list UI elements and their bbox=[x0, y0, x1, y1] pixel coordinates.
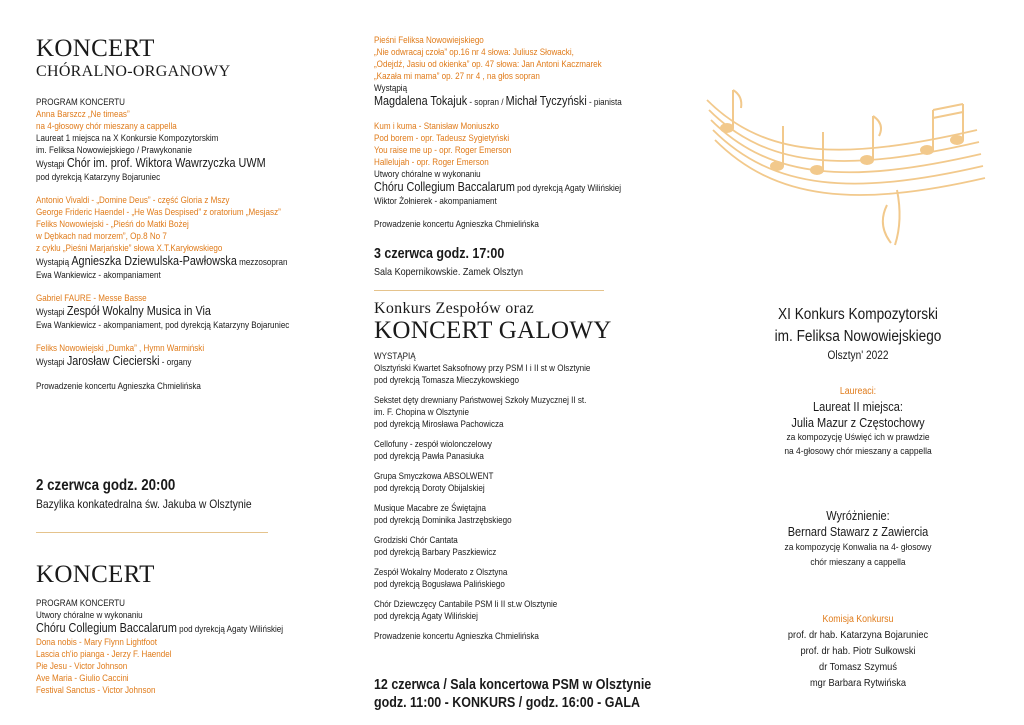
competition-subtitle: im. Feliksa Nowowiejskiego bbox=[774, 328, 942, 345]
piece-title: George Frideric Haendel - „He Was Despised” z oratorium „Mesjasz” bbox=[36, 206, 281, 217]
divider bbox=[374, 290, 604, 291]
performer-line: Magdalena Tokajuk - sopran / Michał Tyczyński - pianista bbox=[374, 94, 622, 108]
laureate-work: na 4-głosowy chór mieszany a cappella bbox=[784, 446, 932, 457]
performer-line: Wystąpi Zespół Wokalny Musica in Via bbox=[36, 304, 211, 318]
program-label: PROGRAM KONCERTU bbox=[36, 96, 125, 107]
piece-title: Anna Barszcz „Ne timeas” bbox=[36, 108, 130, 119]
performer-line: Wystąpi Chór im. prof. Wiktora Wawrzyczka UWM bbox=[36, 156, 266, 170]
piece-title: z cyklu „Pieśni Marjańskie” słowa X.T.Karyłowskiego bbox=[36, 242, 223, 253]
piece-description: na 4-głosowy chór mieszany a cappella bbox=[36, 120, 177, 131]
song-title: Pod borem - opr. Tadeusz Sygietyński bbox=[374, 132, 510, 143]
concert-title: KONCERT bbox=[36, 561, 155, 588]
ensemble-name: im. F. Chopina w Olsztynie bbox=[374, 406, 469, 417]
piece-title: Pieśni Feliksa Nowowiejskiego bbox=[374, 34, 484, 45]
event-venue: Bazylika konkatedralna św. Jakuba w Olsztynie bbox=[36, 497, 252, 511]
ensemble-name: Sekstet dęty drewniany Państwowej Szkoły Muzycznej II st. bbox=[374, 394, 587, 405]
program-intro: Utwory chóralne w wykonaniu bbox=[374, 168, 481, 179]
ensemble-name: Olsztyński Kwartet Saksofnowy przy PSM I i II st w Olsztynie bbox=[374, 362, 591, 373]
laureate-name: Julia Mazur z Częstochowy bbox=[791, 416, 925, 430]
performers-label: WYSTĄPIĄ bbox=[374, 350, 416, 361]
accompaniment-line: Ewa Wankiewicz - akompaniament, pod dyrekcją Katarzyny Bojaruniec bbox=[36, 319, 290, 330]
ensemble-name: Grodziski Chór Cantata bbox=[374, 534, 458, 545]
piece-title: Gabriel FAURE - Messe Basse bbox=[36, 292, 147, 303]
performer-line: Chóru Collegium Baccalarum pod dyrekcją Agaty Wilińskiej bbox=[374, 180, 622, 194]
jury-member: mgr Barbara Rytwińska bbox=[809, 677, 907, 689]
ensemble-name: Cellofuny - zespół wiolonczelowy bbox=[374, 438, 492, 449]
piece-title: „Kazała mi mama” op. 27 nr 4 , na głos sopran bbox=[374, 70, 540, 81]
final-date: 12 czerwca / Sala koncertowa PSM w Olsztynie bbox=[374, 677, 652, 693]
gala-subtitle: Konkurs Zespołów oraz bbox=[374, 300, 535, 317]
accompaniment-line: Wiktor Żołnierek - akompaniament bbox=[374, 195, 497, 206]
host-line: Prowadzenie koncertu Agnieszka Chmielińska bbox=[374, 218, 539, 229]
ensemble-conductor: pod dyrekcją Tomasza Mieczykowskiego bbox=[374, 374, 520, 385]
piece-title: Antonio Vivaldi - „Domine Deus” - część Gloria z Mszy bbox=[36, 194, 230, 205]
concert-subtitle: CHÓRALNO-ORGANOWY bbox=[36, 63, 231, 80]
piece-title: Feliks Nowowiejski „Dumka” , Hymn Warmiński bbox=[36, 342, 205, 353]
ensemble-conductor: pod dyrekcją Dominika Jastrzębskiego bbox=[374, 514, 512, 525]
host-line: Prowadzenie koncertu Agnieszka Chmielińska bbox=[374, 630, 539, 641]
ensemble-name: Zespół Wokalny Moderato z Olsztyna bbox=[374, 566, 508, 577]
ensemble-conductor: pod dyrekcją Bogusława Palińskiego bbox=[374, 578, 505, 589]
distinction-work: chór mieszany a cappella bbox=[810, 557, 906, 568]
performer-line: Wystąpią Agnieszka Dziewulska-Pawłowska mezzosopran bbox=[36, 254, 288, 268]
ensemble-conductor: pod dyrekcją Pawła Panasiuka bbox=[374, 450, 484, 461]
competition-title: XI Konkurs Kompozytorski bbox=[778, 306, 938, 323]
jury-member: dr Tomasz Szymuś bbox=[819, 661, 897, 673]
performer-line: Chóru Collegium Baccalarum pod dyrekcją Agaty Wilińskiej bbox=[36, 621, 284, 635]
ensemble-name: Grupa Smyczkowa ABSOLWENT bbox=[374, 470, 494, 481]
event-date: 2 czerwca godz. 20:00 bbox=[36, 477, 176, 494]
piece-title: „Nie odwracaj czoła” op.16 nr 4 słowa: Juliusz Słowacki, bbox=[374, 46, 574, 57]
award-note: Laureat 1 miejsca na X Konkursie Kompozytorskim bbox=[36, 132, 219, 143]
competition-year: Olsztyn' 2022 bbox=[827, 350, 889, 362]
divider bbox=[36, 532, 268, 533]
song-title: Festival Sanctus - Victor Johnson bbox=[36, 684, 156, 695]
final-times: godz. 11:00 - KONKURS / godz. 16:00 - GALA bbox=[374, 695, 641, 711]
ensemble-name: Chór Dziewczęcy Cantabile PSM Ii II st.w Olsztynie bbox=[374, 598, 558, 609]
song-title: Dona nobis - Mary Flynn Lightfoot bbox=[36, 636, 158, 647]
jury-label: Komisja Konkursu bbox=[822, 614, 894, 625]
event-venue: Sala Kopernikowskie. Zamek Olsztyn bbox=[374, 266, 524, 278]
event-date: 3 czerwca godz. 17:00 bbox=[374, 246, 505, 262]
laureates-label: Laureaci: bbox=[839, 386, 877, 397]
jury-member: prof. dr hab. Katarzyna Bojaruniec bbox=[787, 629, 929, 641]
song-title: Pie Jesu - Victor Johnson bbox=[36, 660, 128, 671]
song-title: Lascia ch'io pianga - Jerzy F. Haendel bbox=[36, 648, 172, 659]
laureate-place: Laureat II miejsca: bbox=[813, 400, 903, 414]
gala-title: KONCERT GALOWY bbox=[374, 317, 612, 344]
program-label: PROGRAM KONCERTU bbox=[36, 597, 125, 608]
laureate-work: za kompozycję Uświęć ich w prawdzie bbox=[786, 432, 930, 443]
ensemble-name: Musique Macabre ze Świętajna bbox=[374, 502, 487, 513]
piece-title: w Dębkach nad morzem”, Op.8 No 7 bbox=[36, 230, 167, 241]
piece-title: „Odejdź, Jasiu od okienka” op. 47 słowa: Jan Antoni Kaczmarek bbox=[374, 58, 602, 69]
song-title: You raise me up - opr. Roger Emerson bbox=[374, 144, 512, 155]
ensemble-conductor: pod dyrekcją Doroty Obijalskiej bbox=[374, 482, 485, 493]
song-title: Ave Maria - Giulio Caccini bbox=[36, 672, 129, 683]
program-intro: Utwory chóralne w wykonaniu bbox=[36, 609, 143, 620]
song-title: Hallelujah - opr. Roger Emerson bbox=[374, 156, 489, 167]
song-title: Kum i kuma - Stanisław Moniuszko bbox=[374, 120, 500, 131]
conductor-line: pod dyrekcją Katarzyny Bojaruniec bbox=[36, 171, 161, 182]
piece-title: Feliks Nowowiejski - „Pieśń do Matki Bożej bbox=[36, 218, 189, 229]
award-note: im. Feliksa Nowowiejskiego / Prawykonanie bbox=[36, 144, 192, 155]
music-notes-illustration bbox=[697, 80, 987, 260]
ensemble-conductor: pod dyrekcją Barbary Paszkiewicz bbox=[374, 546, 497, 557]
accompaniment-line: Ewa Wankiewicz - akompaniament bbox=[36, 269, 161, 280]
distinction-work: za kompozycję Konwalia na 4- głosowy bbox=[784, 542, 932, 553]
performer-line: Wystąpi Jarosław Ciecierski - organy bbox=[36, 354, 192, 368]
distinction-label: Wyróżnienie: bbox=[826, 509, 890, 523]
distinction-name: Bernard Stawarz z Zawiercia bbox=[787, 525, 929, 539]
jury-member: prof. dr hab. Piotr Sułkowski bbox=[800, 645, 916, 657]
ensemble-conductor: pod dyrekcją Agaty Wilińskiej bbox=[374, 610, 478, 621]
host-line: Prowadzenie koncertu Agnieszka Chmielińska bbox=[36, 380, 201, 391]
concert-title: KONCERT bbox=[36, 35, 155, 62]
ensemble-conductor: pod dyrekcją Mirosława Pachowicza bbox=[374, 418, 504, 429]
performers-label: Wystąpią bbox=[374, 82, 408, 93]
